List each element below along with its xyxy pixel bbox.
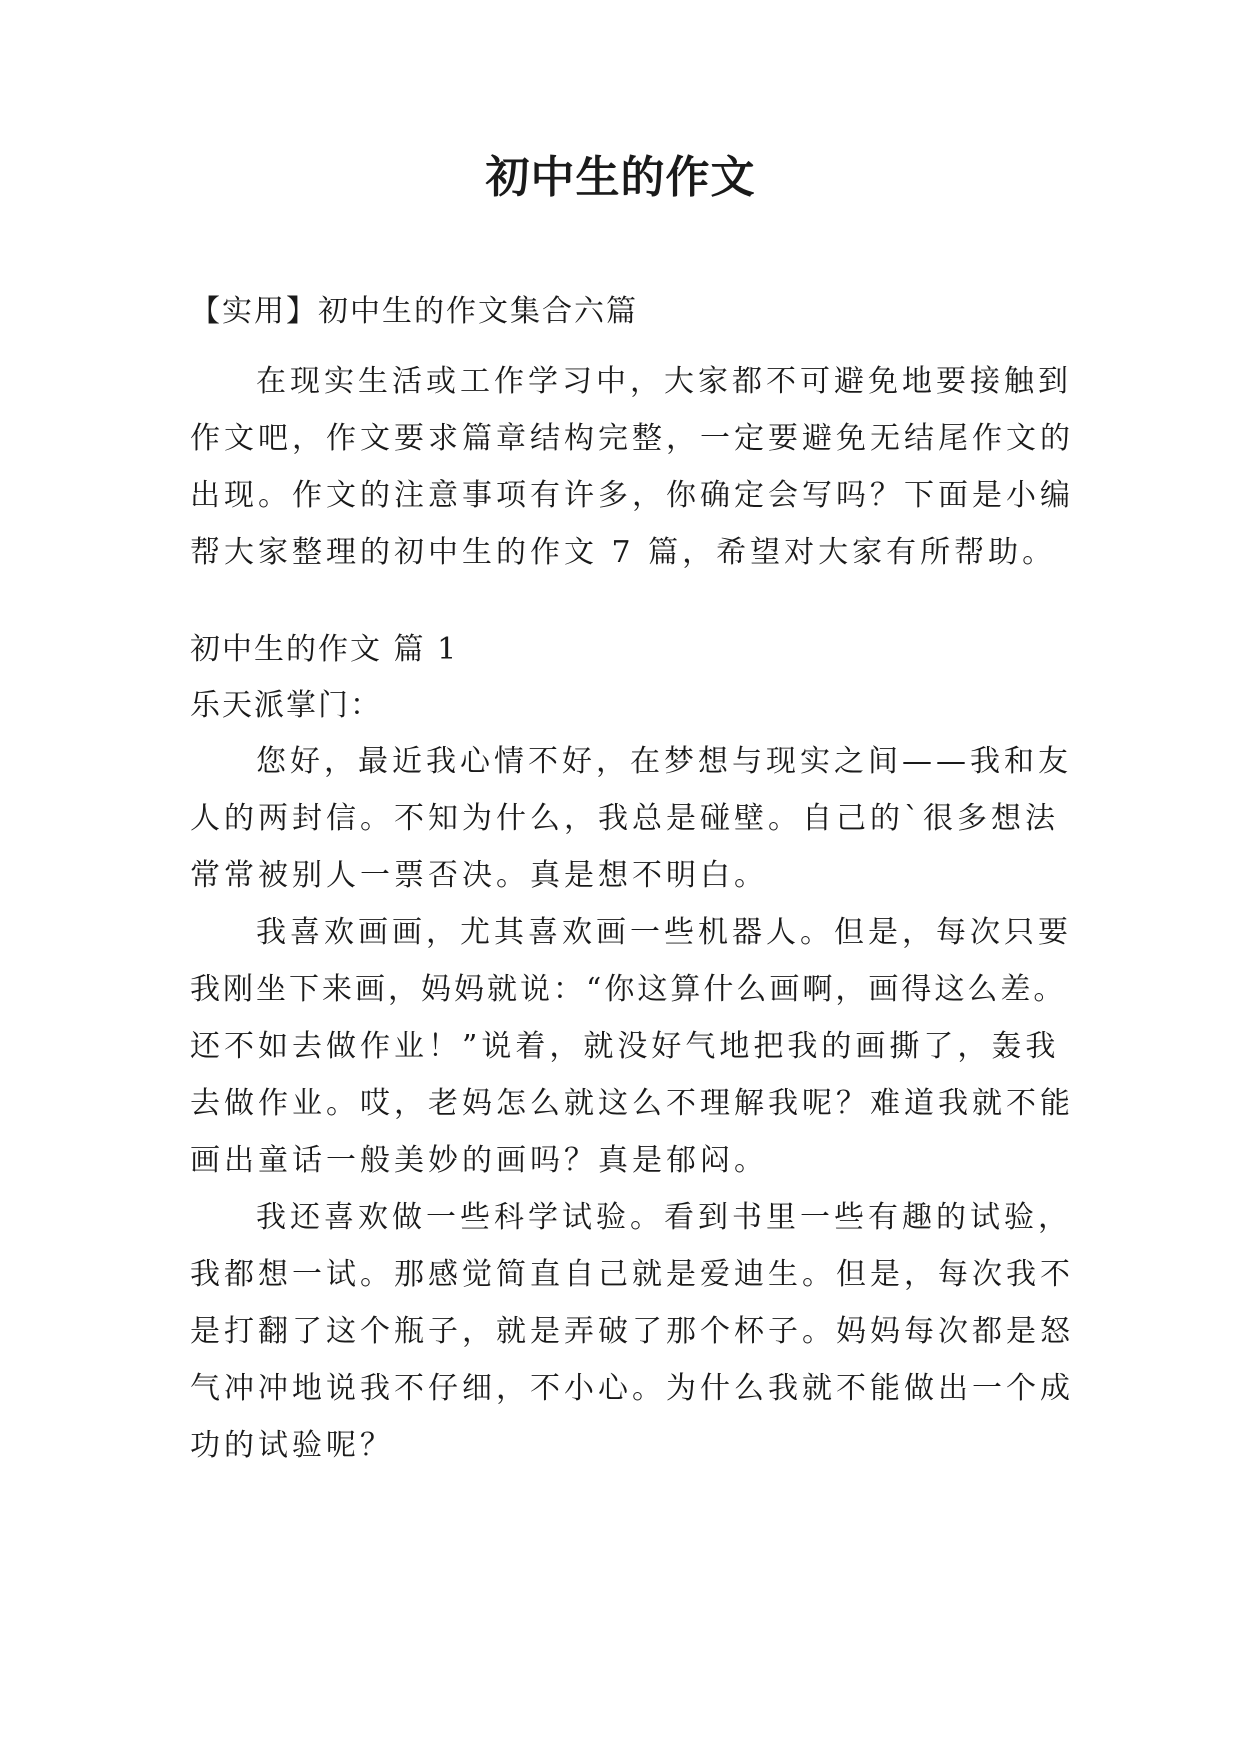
paragraph-line: 画出童话一般美妙的画吗？真是郁闷。: [190, 1143, 768, 1178]
paragraph-line: 我喜欢画画，尤其喜欢画一些机器人。但是，每次只要: [256, 915, 1072, 950]
intro-line: 在现实生活或工作学习中，大家都不可避免地要接触到: [256, 364, 1072, 399]
paragraph-line: 我都想一试。那感觉简直自己就是爱迪生。但是，每次我不: [190, 1257, 1074, 1292]
paragraph-line: 我刚坐下来画，妈妈就说：“你这算什么画啊，画得这么差。: [190, 972, 1067, 1007]
letter-greeting: 乐天派掌门：: [190, 688, 382, 723]
paragraph-line: 功的试验呢？: [190, 1428, 394, 1463]
paragraph-line: 常常被别人一票否决。真是想不明白。: [190, 858, 768, 893]
paragraph-line: 是打翻了这个瓶子，就是弄破了那个杯子。妈妈每次都是怒: [190, 1314, 1074, 1349]
intro-line: 帮大家整理的初中生的作文 7 篇，希望对大家有所帮助。: [190, 535, 1057, 570]
paragraph-line: 去做作业。哎，老妈怎么就这么不理解我呢？难道我就不能: [190, 1086, 1074, 1121]
paragraph-line: 我还喜欢做一些科学试验。看到书里一些有趣的试验，: [256, 1200, 1072, 1235]
paragraph-line: 人的两封信。不知为什么，我总是碰壁。自己的`很多想法: [190, 801, 1059, 836]
document-title: 初中生的作文: [485, 152, 756, 203]
document-subtitle: 【实用】初中生的作文集合六篇: [190, 294, 638, 329]
paragraph-line: 气冲冲地说我不仔细，不小心。为什么我就不能做出一个成: [190, 1371, 1074, 1406]
paragraph-line: 您好，最近我心情不好，在梦想与现实之间——我和友: [256, 744, 1072, 779]
paragraph-line: 还不如去做作业！”说着，就没好气地把我的画撕了，轰我: [190, 1029, 1060, 1064]
intro-line: 出现。作文的注意事项有许多，你确定会写吗？下面是小编: [190, 478, 1074, 513]
section-heading: 初中生的作文 篇 1: [190, 632, 459, 667]
intro-line: 作文吧，作文要求篇章结构完整，一定要避免无结尾作文的: [190, 421, 1074, 456]
